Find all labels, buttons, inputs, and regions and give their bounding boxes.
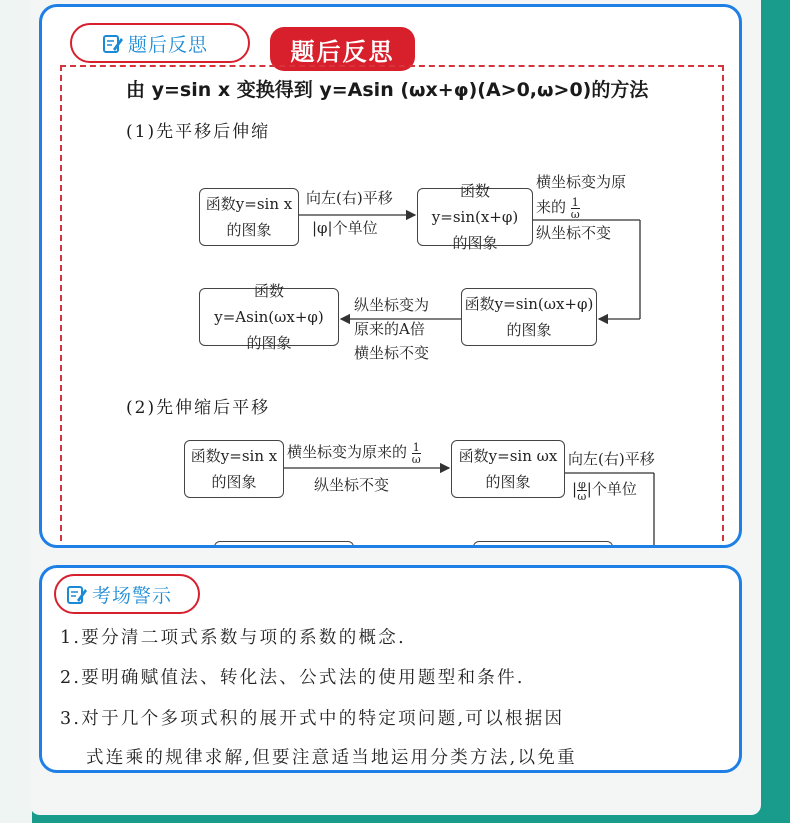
flow-arrows bbox=[42, 7, 742, 548]
fraction2-den: ω bbox=[577, 489, 587, 503]
method2-title: (2)先伸缩后平移 bbox=[126, 398, 271, 418]
m1-arrow3-line1: 纵坐标变为 bbox=[354, 296, 430, 314]
m1-arrow2-line3: 纵坐标不变 bbox=[536, 224, 612, 242]
m2-arrow2-bottom: | $\frac{\varphi}{\omega}$ |个单位 bbox=[572, 477, 637, 503]
warning-item-2: 2.要明确赋值法、转化法、公式法的使用题型和条件. bbox=[60, 668, 525, 688]
exam-warning-tag bbox=[54, 574, 200, 614]
m2-arrow2-unit: 个单位 bbox=[591, 480, 637, 498]
m1-box2-line1: 函数y=sin(x+φ) bbox=[431, 182, 519, 226]
fraction-den: ω bbox=[570, 207, 580, 221]
method1-title: (1)先平移后伸缩 bbox=[126, 122, 271, 142]
exam-warning-tag-label: 考场警示 bbox=[92, 584, 173, 607]
m1-arrow1-bottom: |φ|个单位 bbox=[312, 219, 378, 237]
m1-box1-line1: 函数y=sin x bbox=[205, 195, 293, 213]
m2-arrow1-bottom: 纵坐标不变 bbox=[314, 476, 390, 494]
m1-box4-line1: 函数y=Asin(ωx+φ) bbox=[214, 282, 324, 326]
warning-item-1: 1.要分清二项式系数与项的系数的概念. bbox=[60, 628, 406, 648]
fraction2-num: φ bbox=[578, 477, 586, 491]
m2-box2-line1: 函数y=sin ωx bbox=[458, 447, 558, 465]
m2-fraction-num: 1 bbox=[412, 440, 420, 454]
m1-arrow2-line1: 横坐标变为原 bbox=[536, 173, 627, 191]
m1-arrow3-line3: 横坐标不变 bbox=[354, 344, 430, 362]
m1-arrow3-line2: 原来的A倍 bbox=[354, 320, 425, 338]
exam-warning-card bbox=[39, 565, 742, 773]
m1-box1-line2: 的图象 bbox=[226, 221, 272, 239]
warning-item-3: 3.对于几个多项式积的展开式中的特定项问题,可以根据因 bbox=[60, 709, 565, 729]
m1-box3-line1: 函数y=sin(ωx+φ) bbox=[464, 295, 594, 313]
m1-arrow1-top: 向左(右)平移 bbox=[306, 189, 393, 207]
m2-box1-line2: 的图象 bbox=[211, 473, 257, 491]
m1-box3-line2: 的图象 bbox=[506, 321, 552, 339]
left-margin bbox=[0, 0, 32, 823]
m2-arrow2-top: 向左(右)平移 bbox=[568, 450, 655, 468]
m2-box2-line2: 的图象 bbox=[485, 473, 531, 491]
m1-box4-line2: 的图象 bbox=[246, 334, 292, 352]
m1-box2-line2: 的图象 bbox=[452, 234, 498, 252]
m2-box1-line1: 函数y=sin x bbox=[190, 447, 278, 465]
reflection-card bbox=[39, 4, 742, 548]
method-heading: 由 y=sin x 变换得到 y=Asin (ωx+φ)(A>0,ω>0)的方法 bbox=[126, 79, 649, 101]
reflection-tag-label: 题后反思 bbox=[128, 33, 209, 56]
m1-arrow2-prefix: 来的 bbox=[536, 198, 567, 216]
reflection-badge: 题后反思 bbox=[270, 27, 415, 71]
fraction-num: 1 bbox=[571, 195, 579, 209]
note-edit-icon bbox=[66, 583, 88, 605]
m2-fraction-den: ω bbox=[411, 452, 421, 466]
m2-arrow1-text: 横坐标变为原来的 bbox=[287, 443, 408, 461]
warning-item-3-cont: 式连乘的规律求解,但要注意适当地运用分类方法,以免重 bbox=[86, 748, 577, 768]
